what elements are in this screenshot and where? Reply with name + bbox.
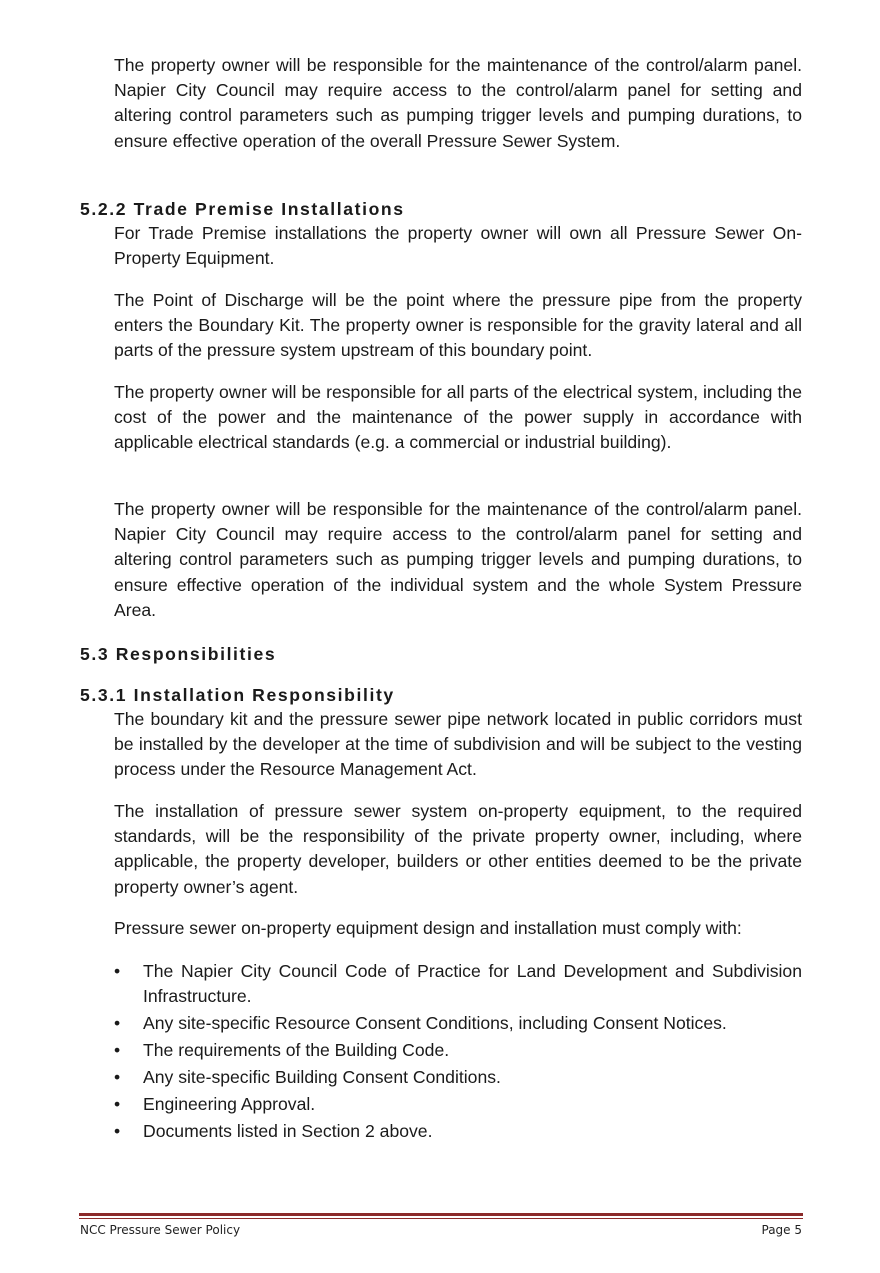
bullet-icon: • xyxy=(114,1040,121,1061)
heading-5-3-1-installation-responsibility: 5.3.1 Installation Responsibility xyxy=(80,685,395,705)
list-item xyxy=(114,1011,802,1036)
list-item xyxy=(114,1119,802,1144)
list-item xyxy=(114,1065,802,1090)
list-item-text: Any site-specific Resource Consent Conditions, including Consent Notices. xyxy=(143,1013,727,1034)
list-item xyxy=(114,1092,802,1117)
list-item-text: The requirements of the Building Code. xyxy=(143,1040,450,1061)
paragraph-on-property-installation: The installation of pressure sewer system on-property equipment, to the required standards, will be the responsibility of the private property owner, including, where applicable, the property developer, builders or other entities deemed to be the private property owner’s agent. xyxy=(114,801,802,897)
footer-rule-thin xyxy=(79,1218,803,1219)
footer-page-number: Page 5 xyxy=(761,1223,802,1237)
footer-rule-thick xyxy=(79,1213,803,1216)
heading-5-2-2-trade-premise-installations: 5.2.2 Trade Premise Installations xyxy=(80,199,405,219)
bullet-icon: • xyxy=(114,961,121,981)
heading-5-3-responsibilities: 5.3 Responsibilities xyxy=(80,644,277,664)
paragraph-point-of-discharge: The Point of Discharge will be the point where the pressure pipe from the property enters the Boundary Kit. The property owner is responsible for the gravity lateral and all parts of the pressure system upstream of this boundary point. xyxy=(114,290,802,361)
bullet-icon: • xyxy=(114,1094,121,1115)
list-item-text: Any site-specific Building Consent Conditions. xyxy=(143,1067,501,1088)
list-item-text: Engineering Approval. xyxy=(143,1094,316,1115)
bullet-icon: • xyxy=(114,1013,121,1034)
list-item xyxy=(114,1038,802,1063)
paragraph-boundary-kit-installation: The boundary kit and the pressure sewer pipe network located in public corridors must be installed by the developer at the time of subdivision and will be subject to the vesting process under the Resource Management Act. xyxy=(114,709,802,780)
list-item-text: Documents listed in Section 2 above. xyxy=(143,1121,433,1142)
compliance-list xyxy=(114,959,802,1146)
list-item-text: The Napier City Council Code of Practice for Land Development and Subdivision Infrastructure. xyxy=(143,961,802,1007)
paragraph-electrical-system: The property owner will be responsible for all parts of the electrical system, including the cost of the power and the maintenance of the power supply in accordance with applicable electrical standards (e.g. a commercial or industrial building). xyxy=(114,382,802,453)
paragraph-trade-premise-ownership: For Trade Premise installations the property owner will own all Pressure Sewer On-Property Equipment. xyxy=(114,223,802,269)
list-item xyxy=(114,959,802,1009)
paragraph-trade-control-panel-maintenance: The property owner will be responsible for the maintenance of the control/alarm panel. Napier City Council may require access to the control/alarm panel for setting and altering control parameters such as pumping trigger levels and pumping durations, to ensure effective operation of the individual system and the whole System Pressure Area. xyxy=(114,499,802,620)
footer-document-title: NCC Pressure Sewer Policy xyxy=(80,1223,241,1237)
bullet-icon: • xyxy=(114,1121,121,1142)
paragraph-compliance-intro: Pressure sewer on-property equipment design and installation must comply with: xyxy=(114,918,742,938)
paragraph-control-panel-maintenance: The property owner will be responsible for the maintenance of the control/alarm panel. Napier City Council may require access to the control/alarm panel for setting and altering control parameters such as pumping trigger levels and pumping durations, to ensure effective operation of the overall Pressure Sewer System. xyxy=(114,55,802,151)
bullet-icon: • xyxy=(114,1067,121,1088)
